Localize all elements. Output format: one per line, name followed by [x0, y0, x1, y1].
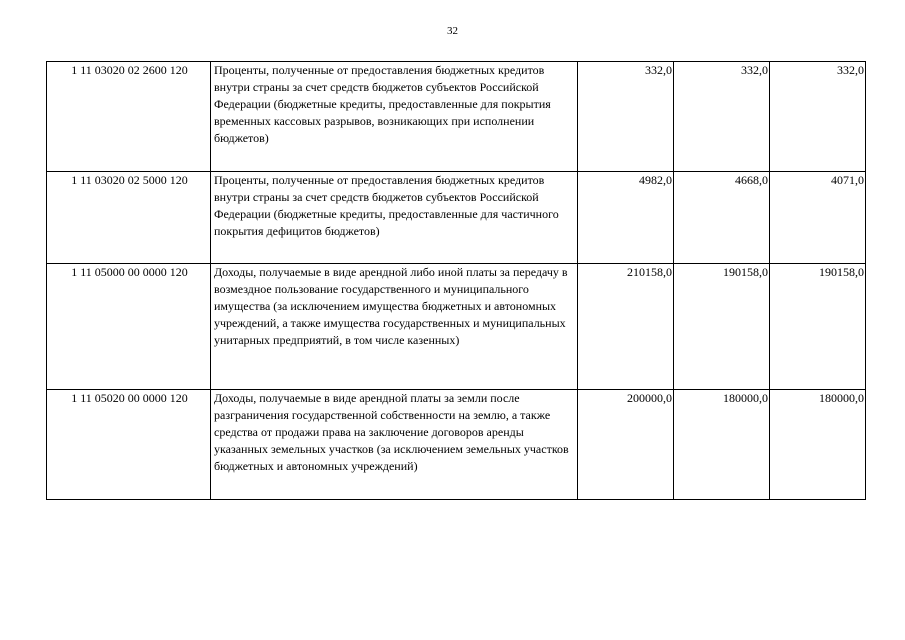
revenue-description-cell: Проценты, полученные от предоставления бюджетных кредитов внутри страны за счет средств бюджетов субъектов Российской Федерации (бюджетные кредиты, предоставленные для покрытия временных кассовых разрывов, возникающих при исполнении бюджетов)	[211, 62, 578, 172]
budget-revenue-table	[46, 61, 866, 500]
amount-cell-year-1: 4982,0	[578, 172, 674, 264]
revenue-description-cell: Доходы, получаемые в виде арендной платы за земли после разграничения государственной собственности на землю, а также средства от продажи права на заключение договоров аренды указанных земельных участков (за исключением земельных участков бюджетных и автономных учреждений)	[211, 390, 578, 500]
amount-cell-year-1: 210158,0	[578, 264, 674, 390]
amount-cell-year-3: 4071,0	[770, 172, 866, 264]
revenue-code-cell: 1 11 05020 00 0000 120	[47, 390, 211, 500]
revenue-code-cell: 1 11 03020 02 5000 120	[47, 172, 211, 264]
amount-cell-year-2: 190158,0	[674, 264, 770, 390]
amount-cell-year-2: 4668,0	[674, 172, 770, 264]
table-row	[47, 172, 866, 264]
table-row	[47, 390, 866, 500]
revenue-code-cell: 1 11 05000 00 0000 120	[47, 264, 211, 390]
amount-cell-year-1: 332,0	[578, 62, 674, 172]
revenue-code-cell: 1 11 03020 02 2600 120	[47, 62, 211, 172]
amount-cell-year-2: 332,0	[674, 62, 770, 172]
amount-cell-year-1: 200000,0	[578, 390, 674, 500]
page-number: 32	[447, 25, 458, 37]
amount-cell-year-2: 180000,0	[674, 390, 770, 500]
revenue-description-cell: Проценты, полученные от предоставления бюджетных кредитов внутри страны за счет средств бюджетов субъектов Российской Федерации (бюджетные кредиты, предоставленные для частичного покрытия дефицитов бюджетов)	[211, 172, 578, 264]
revenue-description-cell: Доходы, получаемые в виде арендной либо иной платы за передачу в возмездное пользование государственного и муниципального имущества (за исключением имущества бюджетных и автономных учреждений, а также имущества государственных и муниципальных унитарных предприятий, в том числе казенных)	[211, 264, 578, 390]
amount-cell-year-3: 190158,0	[770, 264, 866, 390]
table-row	[47, 264, 866, 390]
amount-cell-year-3: 180000,0	[770, 390, 866, 500]
amount-cell-year-3: 332,0	[770, 62, 866, 172]
table-row	[47, 62, 866, 172]
